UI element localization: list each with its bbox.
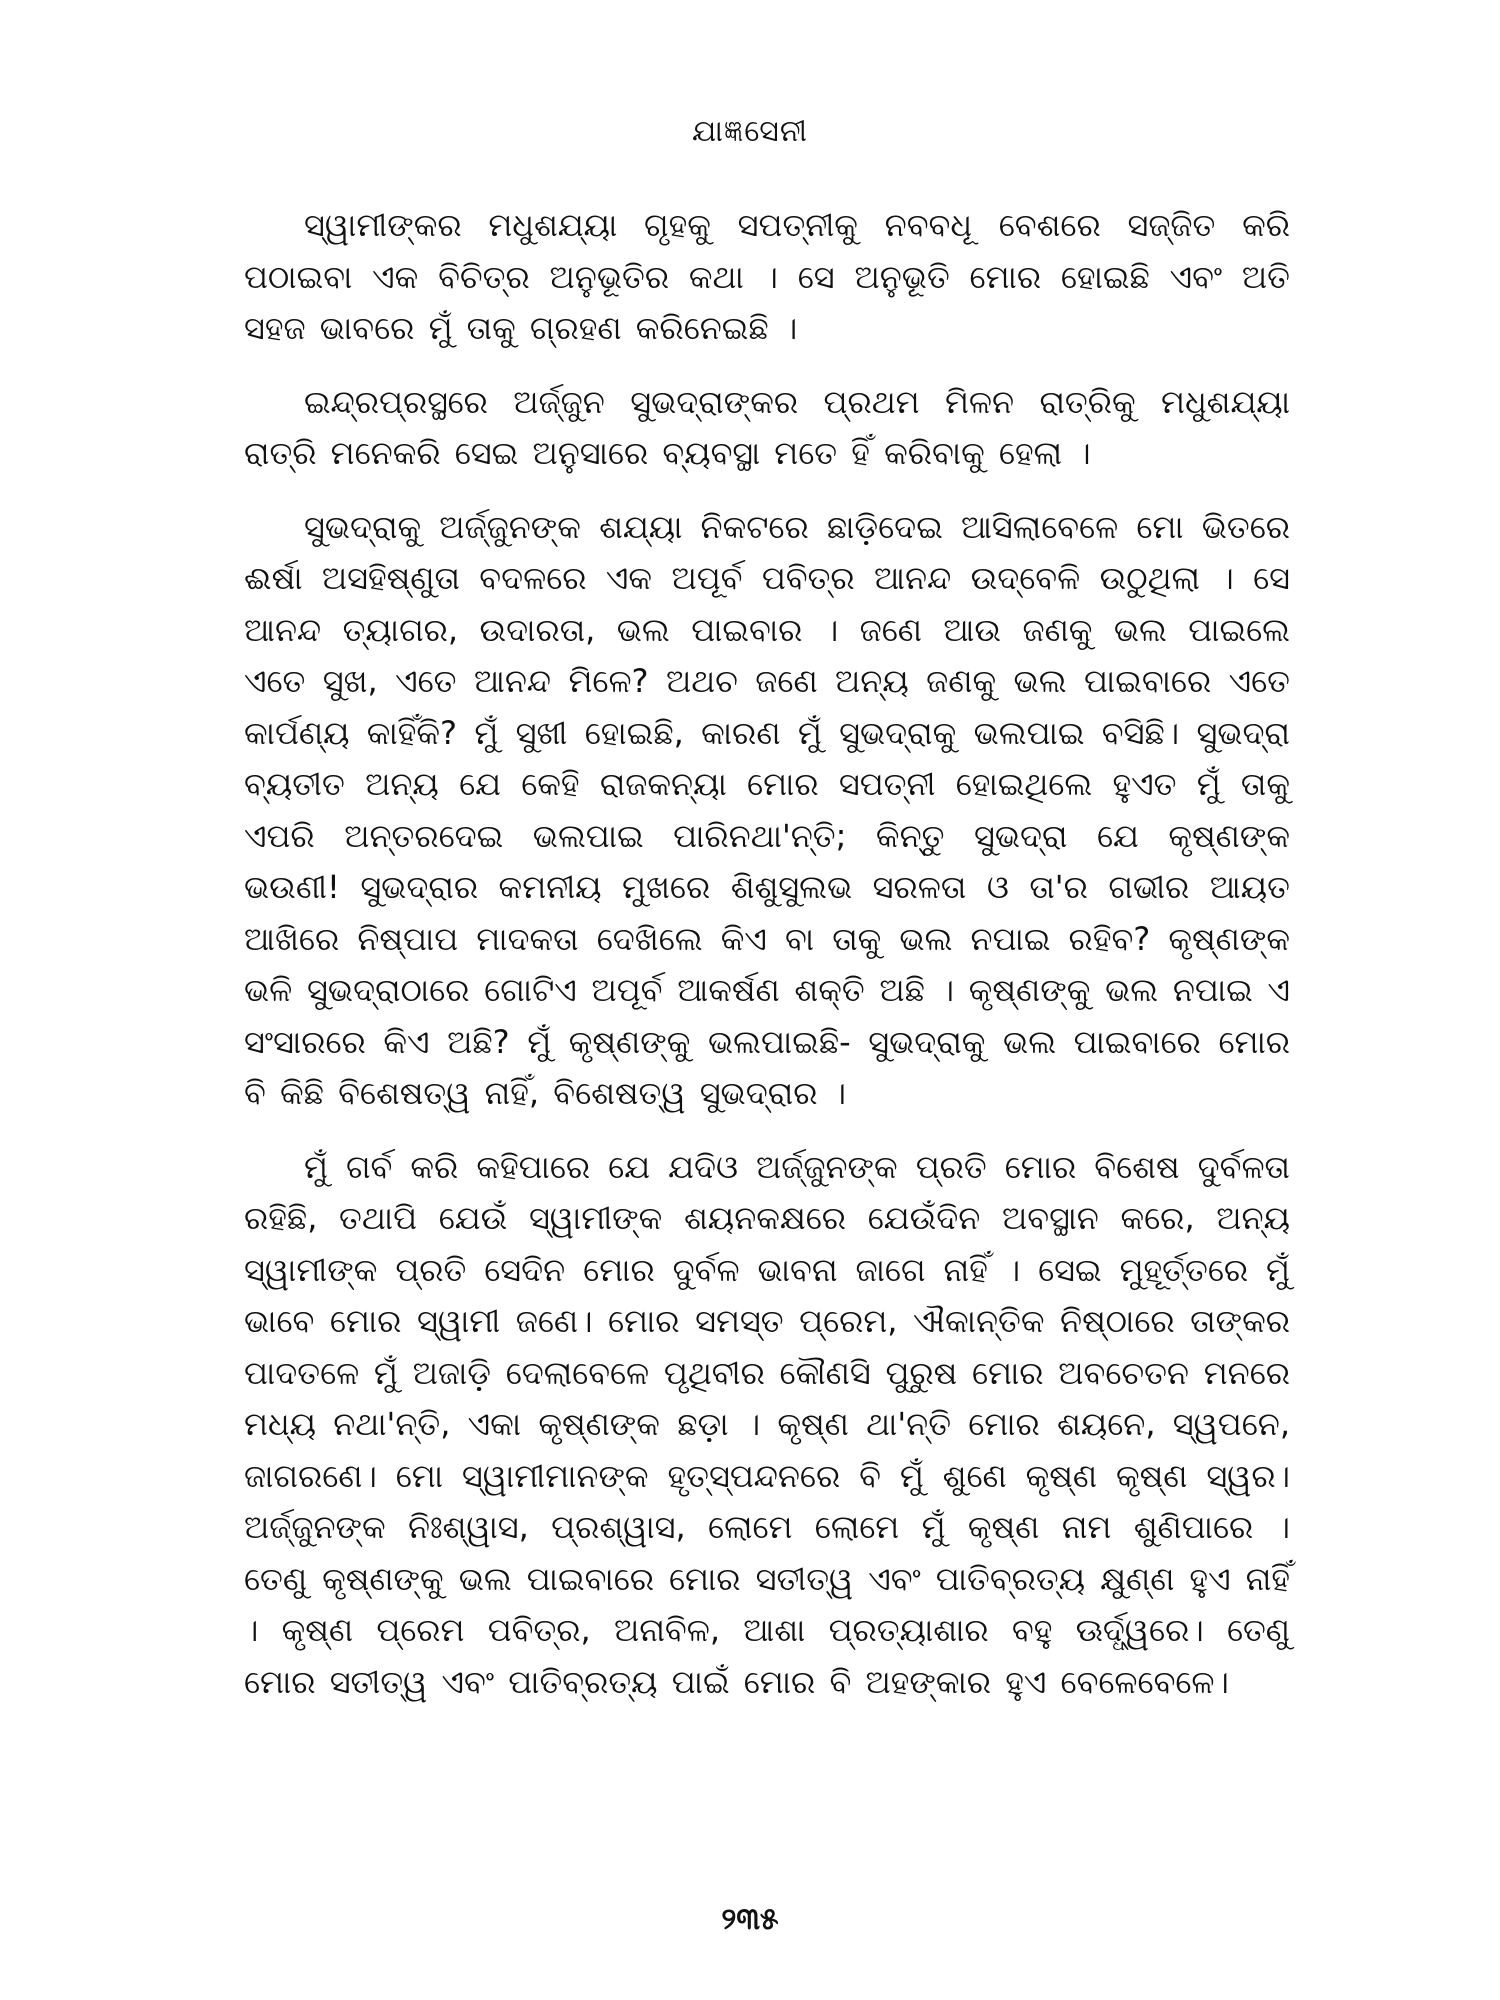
paragraph: ସ୍ୱାମୀଙ୍କର ମଧୁଶଯ୍ୟା ଗୃହକୁ ସପତ୍ନୀକୁ ନବବଧୂ ବେଶରେ ସଜ୍ଜିତ କରି ପଠାଇବା ଏକ ବିଚିତ୍ର ଅନୁଭୂତିର କଥା । ସେ ଅନୁଭୂତି ମୋର ହୋଇଛି ଏବଂ ଅତି ସହଜ ଭାବରେ ମୁଁ ତାକୁ ଗ୍ରହଣ କରିନେଇଛି । [244,206,1290,347]
running-title: ଯାଜ୍ଞସେନୀ [691,114,809,149]
paragraph: ଇନ୍ଦ୍ରପ୍ରସ୍ଥରେ ଅର୍ଜ୍ଜୁନ ସୁଭଦ୍ରାଙ୍କର ପ୍ରଥମ ମିଳନ ରାତ୍ରିକୁ ମଧୁଶଯ୍ୟା ରାତ୍ରି ମନେକରି ସେଇ ଅନୁସାରେ ବ୍ୟବସ୍ଥା ମତେ ହିଁ କରିବାକୁ ହେଲା । [244,382,1290,472]
paragraph: ସୁଭଦ୍ରାକୁ ଅର୍ଜ୍ଜୁନଙ୍କ ଶଯ୍ୟା ନିକଟରେ ଛାଡ଼ିଦେଇ ଆସିଲାବେଳେ ମୋ ଭିତରେ ଈର୍ଷା ଅସହିଷ୍ଣୁତା ବଦଳରେ ଏକ ଅପୂର୍ବ ପବିତ୍ର ଆନନ୍ଦ ଉଦ୍‌ବେଳି ଉଠୁଥିଲା । ସେ ଆନନ୍ଦ ତ୍ୟାଗର, ଉଦାରତା, ଭଲ ପାଇବାର । ଜଣେ ଆଉ ଜଣକୁ ଭଲ ପାଇଲେ ଏତେ ସୁଖ, ଏତେ ଆନନ୍ଦ ମିଳେ? ଅଥଚ ଜଣେ ଅନ୍ୟ ଜଣକୁ ଭଲ ପାଇବାରେ ଏତେ କାର୍ପଣ୍ୟ କାହିଁକି? ମୁଁ ସୁଖୀ ହୋଇଛି, କାରଣ ମୁଁ ସୁଭଦ୍ରାକୁ ଭଲପାଇ ବସିଛି। ସୁଭଦ୍ରା ବ୍ୟତୀତ ଅନ୍ୟ ଯେ କେହି ରାଜକନ୍ୟା ମୋର ସପତ୍ନୀ ହୋଇଥିଲେ ହୁଏତ ମୁଁ ତାକୁ ଏପରି ଅନ୍ତରଦେଇ ଭଲପାଇ ପାରିନଥା'ନ୍ତି; କିନ୍ତୁ ସୁଭଦ୍ରା ଯେ କୃଷ୍ଣଙ୍କ ଭଉଣୀ! ସୁଭଦ୍ରାର କମନୀୟ ମୁଖରେ ଶିଶୁସୁଲଭ ସରଳତା ଓ ତା'ର ଗଭୀର ଆୟତ ଆଖିରେ ନିଷ୍ପାପ ମାଦକତା ଦେଖିଲେ କିଏ ବା ତାକୁ ଭଲ ନପାଇ ରହିବ? କୃଷ୍ଣଙ୍କ ଭଳି ସୁଭଦ୍ରାଠାରେ ଗୋଟିଏ ଅପୂର୍ବ ଆକର୍ଷଣ ଶକ୍ତି ଅଛି । କୃଷ୍ଣଙ୍କୁ ଭଲ ନପାଇ ଏ ସଂସାରରେ କିଏ ଅଛି? ମୁଁ କୃଷ୍ଣଙ୍କୁ ଭଲପାଇଛି- ସୁଭଦ୍ରାକୁ ଭଲ ପାଇବାରେ ମୋର ବି କିଛି ବିଶେଷତ୍ୱ ନାହିଁ, ବିଶେଷତ୍ୱ ସୁଭଦ୍ରାର । [244,507,1290,1112]
body-text [244,200,1290,1730]
paragraph: ମୁଁ ଗର୍ବ କରି କହିପାରେ ଯେ ଯଦିଓ ଅର୍ଜ୍ଜୁନଙ୍କ ପ୍ରତି ମୋର ବିଶେଷ ଦୁର୍ବଳତା ରହିଛି, ତଥାପି ଯେଉଁ ସ୍ୱାମୀଙ୍କ ଶୟନକକ୍ଷରେ ଯେଉଁଦିନ ଅବସ୍ଥାନ କରେ, ଅନ୍ୟ ସ୍ୱାମୀଙ୍କ ପ୍ରତି ସେଦିନ ମୋର ଦୁର୍ବଳ ଭାବନା ଜାଗେ ନାହିଁ । ସେଇ ମୁହୂର୍ତ୍ତରେ ମୁଁ ଭାବେ ମୋର ସ୍ୱାମୀ ଜଣେ। ମୋର ସମସ୍ତ ପ୍ରେମ, ଐକାନ୍ତିକ ନିଷ୍ଠାରେ ତାଙ୍କର ପାଦତଳେ ମୁଁ ଅଜାଡ଼ି ଦେଲାବେଳେ ପୃଥିବୀର କୌଣସି ପୁରୁଷ ମୋର ଅବଚେତନ ମନରେ ମଧ୍ୟ ନଥା'ନ୍ତି, ଏକା କୃଷ୍ଣଙ୍କ ଛଡ଼ା । କୃଷ୍ଣ ଥା'ନ୍ତି ମୋର ଶୟନେ, ସ୍ୱପନେ, ଜାଗରଣେ। ମୋ ସ୍ୱାମୀମାନଙ୍କ ହୃତ୍‌ସ୍ପନ୍ଦନରେ ବି ମୁଁ ଶୁଣେ କୃଷ୍ଣ କୃଷ୍ଣ ସ୍ୱର। ଅର୍ଜ୍ଜୁନଙ୍କ ନିଃଶ୍ୱାସ, ପ୍ରଶ୍ୱାସ, ଲୋମେ ଲୋମେ ମୁଁ କୃଷ୍ଣ ନାମ ଶୁଣିପାରେ । ତେଣୁ କୃଷ୍ଣଙ୍କୁ ଭଲ ପାଇବାରେ ମୋର ସତୀତ୍ୱ ଏବଂ ପାତିବ୍ରତ୍ୟ କ୍ଷୁଣ୍ଣ ହୁଏ ନାହିଁ । କୃଷ୍ଣ ପ୍ରେମ ପବିତ୍ର, ଅନାବିଳ, ଆଶା ପ୍ରତ୍ୟାଶାର ବହୁ ଊର୍ଦ୍ଧ୍ୱରେ। ତେଣୁ ମୋର ସତୀତ୍ୱ ଏବଂ ପାତିବ୍ରତ୍ୟ ପାଇଁ ମୋର ବି ଅହଙ୍କାର ହୁଏ ବେଳେବେଳେ। [244,1147,1290,1701]
page-number: ୨୩୫ [721,1902,779,1937]
